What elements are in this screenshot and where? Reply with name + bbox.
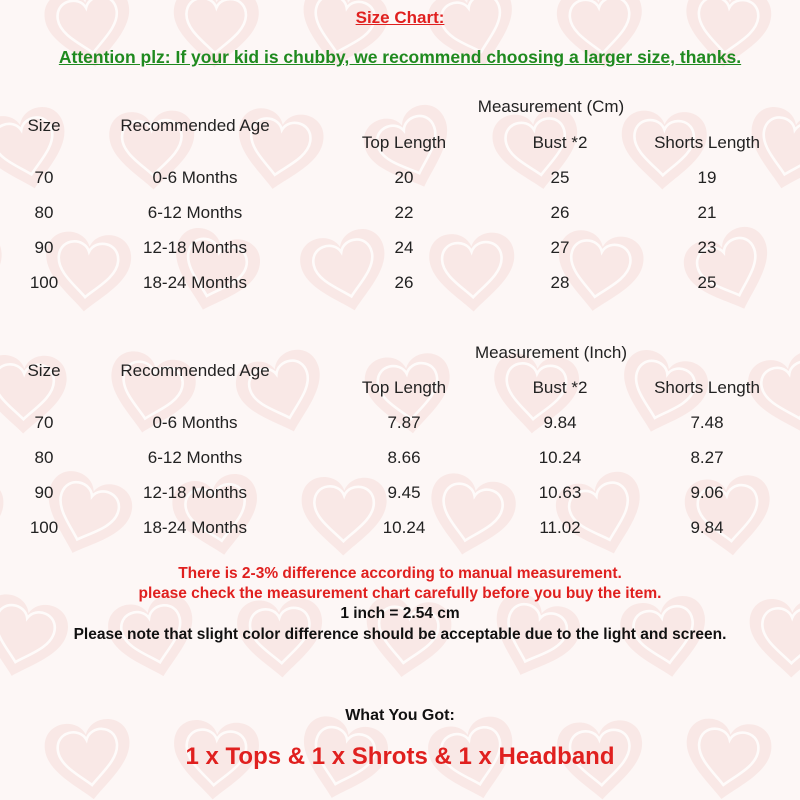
- cell-bust: 10.63: [538, 483, 582, 502]
- cell-shorts-length: 9.84: [690, 518, 724, 537]
- cell-shorts-length: 23: [697, 238, 717, 257]
- cell-bust: 11.02: [539, 518, 581, 537]
- attention-notice: Attention plz: If your kid is chubby, we recommend choosing a larger size, thanks.: [58, 47, 742, 67]
- cell-top-length: 26: [394, 273, 414, 292]
- cell-top-length: 20: [394, 168, 414, 187]
- cell-size: 80: [34, 448, 54, 467]
- package-contents: 1 x Tops & 1 x Shrots & 1 x Headband: [185, 743, 615, 770]
- cell-shorts-length: 8.27: [690, 448, 724, 467]
- cell-size: 100: [29, 273, 59, 292]
- cell-size: 80: [34, 203, 54, 222]
- check-chart-note: please check the measurement chart carefully before you buy the item.: [138, 585, 662, 602]
- cell-top-length: 22: [394, 203, 414, 222]
- page-title: Size Chart:: [355, 8, 445, 27]
- cell-age: 18-24 Months: [143, 273, 247, 292]
- cell-size: 70: [34, 413, 54, 432]
- column-header-top-length: Top Length: [361, 133, 447, 152]
- cell-bust: 28: [550, 273, 570, 292]
- column-header-size: Size: [27, 116, 61, 135]
- column-header-shorts-length: Shorts Length: [654, 378, 760, 397]
- cell-age: 12-18 Months: [143, 483, 247, 502]
- what-you-got-label: What You Got:: [345, 707, 455, 724]
- cell-bust: 10.24: [538, 448, 582, 467]
- column-header-top-length: Top Length: [361, 378, 447, 397]
- cell-shorts-length: 19: [697, 168, 717, 187]
- cell-bust: 9.84: [543, 413, 577, 432]
- cell-age: 6-12 Months: [147, 203, 243, 222]
- cell-shorts-length: 25: [697, 273, 717, 292]
- measurement-header: Measurement (Cm): [477, 97, 625, 116]
- cell-top-length: 7.87: [387, 413, 421, 432]
- color-difference-note: Please note that slight color difference should be acceptable due to the light and screen.: [73, 626, 727, 643]
- cell-bust: 26: [550, 203, 570, 222]
- inch-conversion-note: 1 inch = 2.54 cm: [340, 605, 460, 622]
- cell-age: 12-18 Months: [143, 238, 247, 257]
- cell-size: 100: [29, 518, 59, 537]
- cell-bust: 25: [550, 168, 570, 187]
- column-header-bust: Bust *2: [532, 133, 588, 152]
- cell-shorts-length: 21: [697, 203, 717, 222]
- cell-shorts-length: 9.06: [690, 483, 724, 502]
- cell-age: 0-6 Months: [152, 413, 238, 432]
- cell-bust: 27: [550, 238, 570, 257]
- column-header-bust: Bust *2: [532, 378, 588, 397]
- cell-age: 6-12 Months: [147, 448, 243, 467]
- cell-shorts-length: 7.48: [690, 413, 724, 432]
- cell-size: 90: [34, 483, 54, 502]
- column-header-size: Size: [27, 361, 61, 380]
- cell-size: 70: [34, 168, 54, 187]
- cell-top-length: 10.24: [382, 518, 426, 537]
- cell-age: 0-6 Months: [152, 168, 238, 187]
- cell-size: 90: [34, 238, 54, 257]
- cell-top-length: 9.45: [387, 483, 421, 502]
- column-header-shorts-length: Shorts Length: [654, 133, 760, 152]
- cell-top-length: 8.66: [387, 448, 421, 467]
- column-header-age: Recommended Age: [120, 116, 270, 135]
- cell-top-length: 24: [394, 238, 414, 257]
- cell-age: 18-24 Months: [143, 518, 247, 537]
- measurement-difference-note: There is 2-3% difference according to manual measurement.: [178, 565, 622, 582]
- column-header-age: Recommended Age: [120, 361, 270, 380]
- measurement-header: Measurement (Inch): [474, 343, 628, 362]
